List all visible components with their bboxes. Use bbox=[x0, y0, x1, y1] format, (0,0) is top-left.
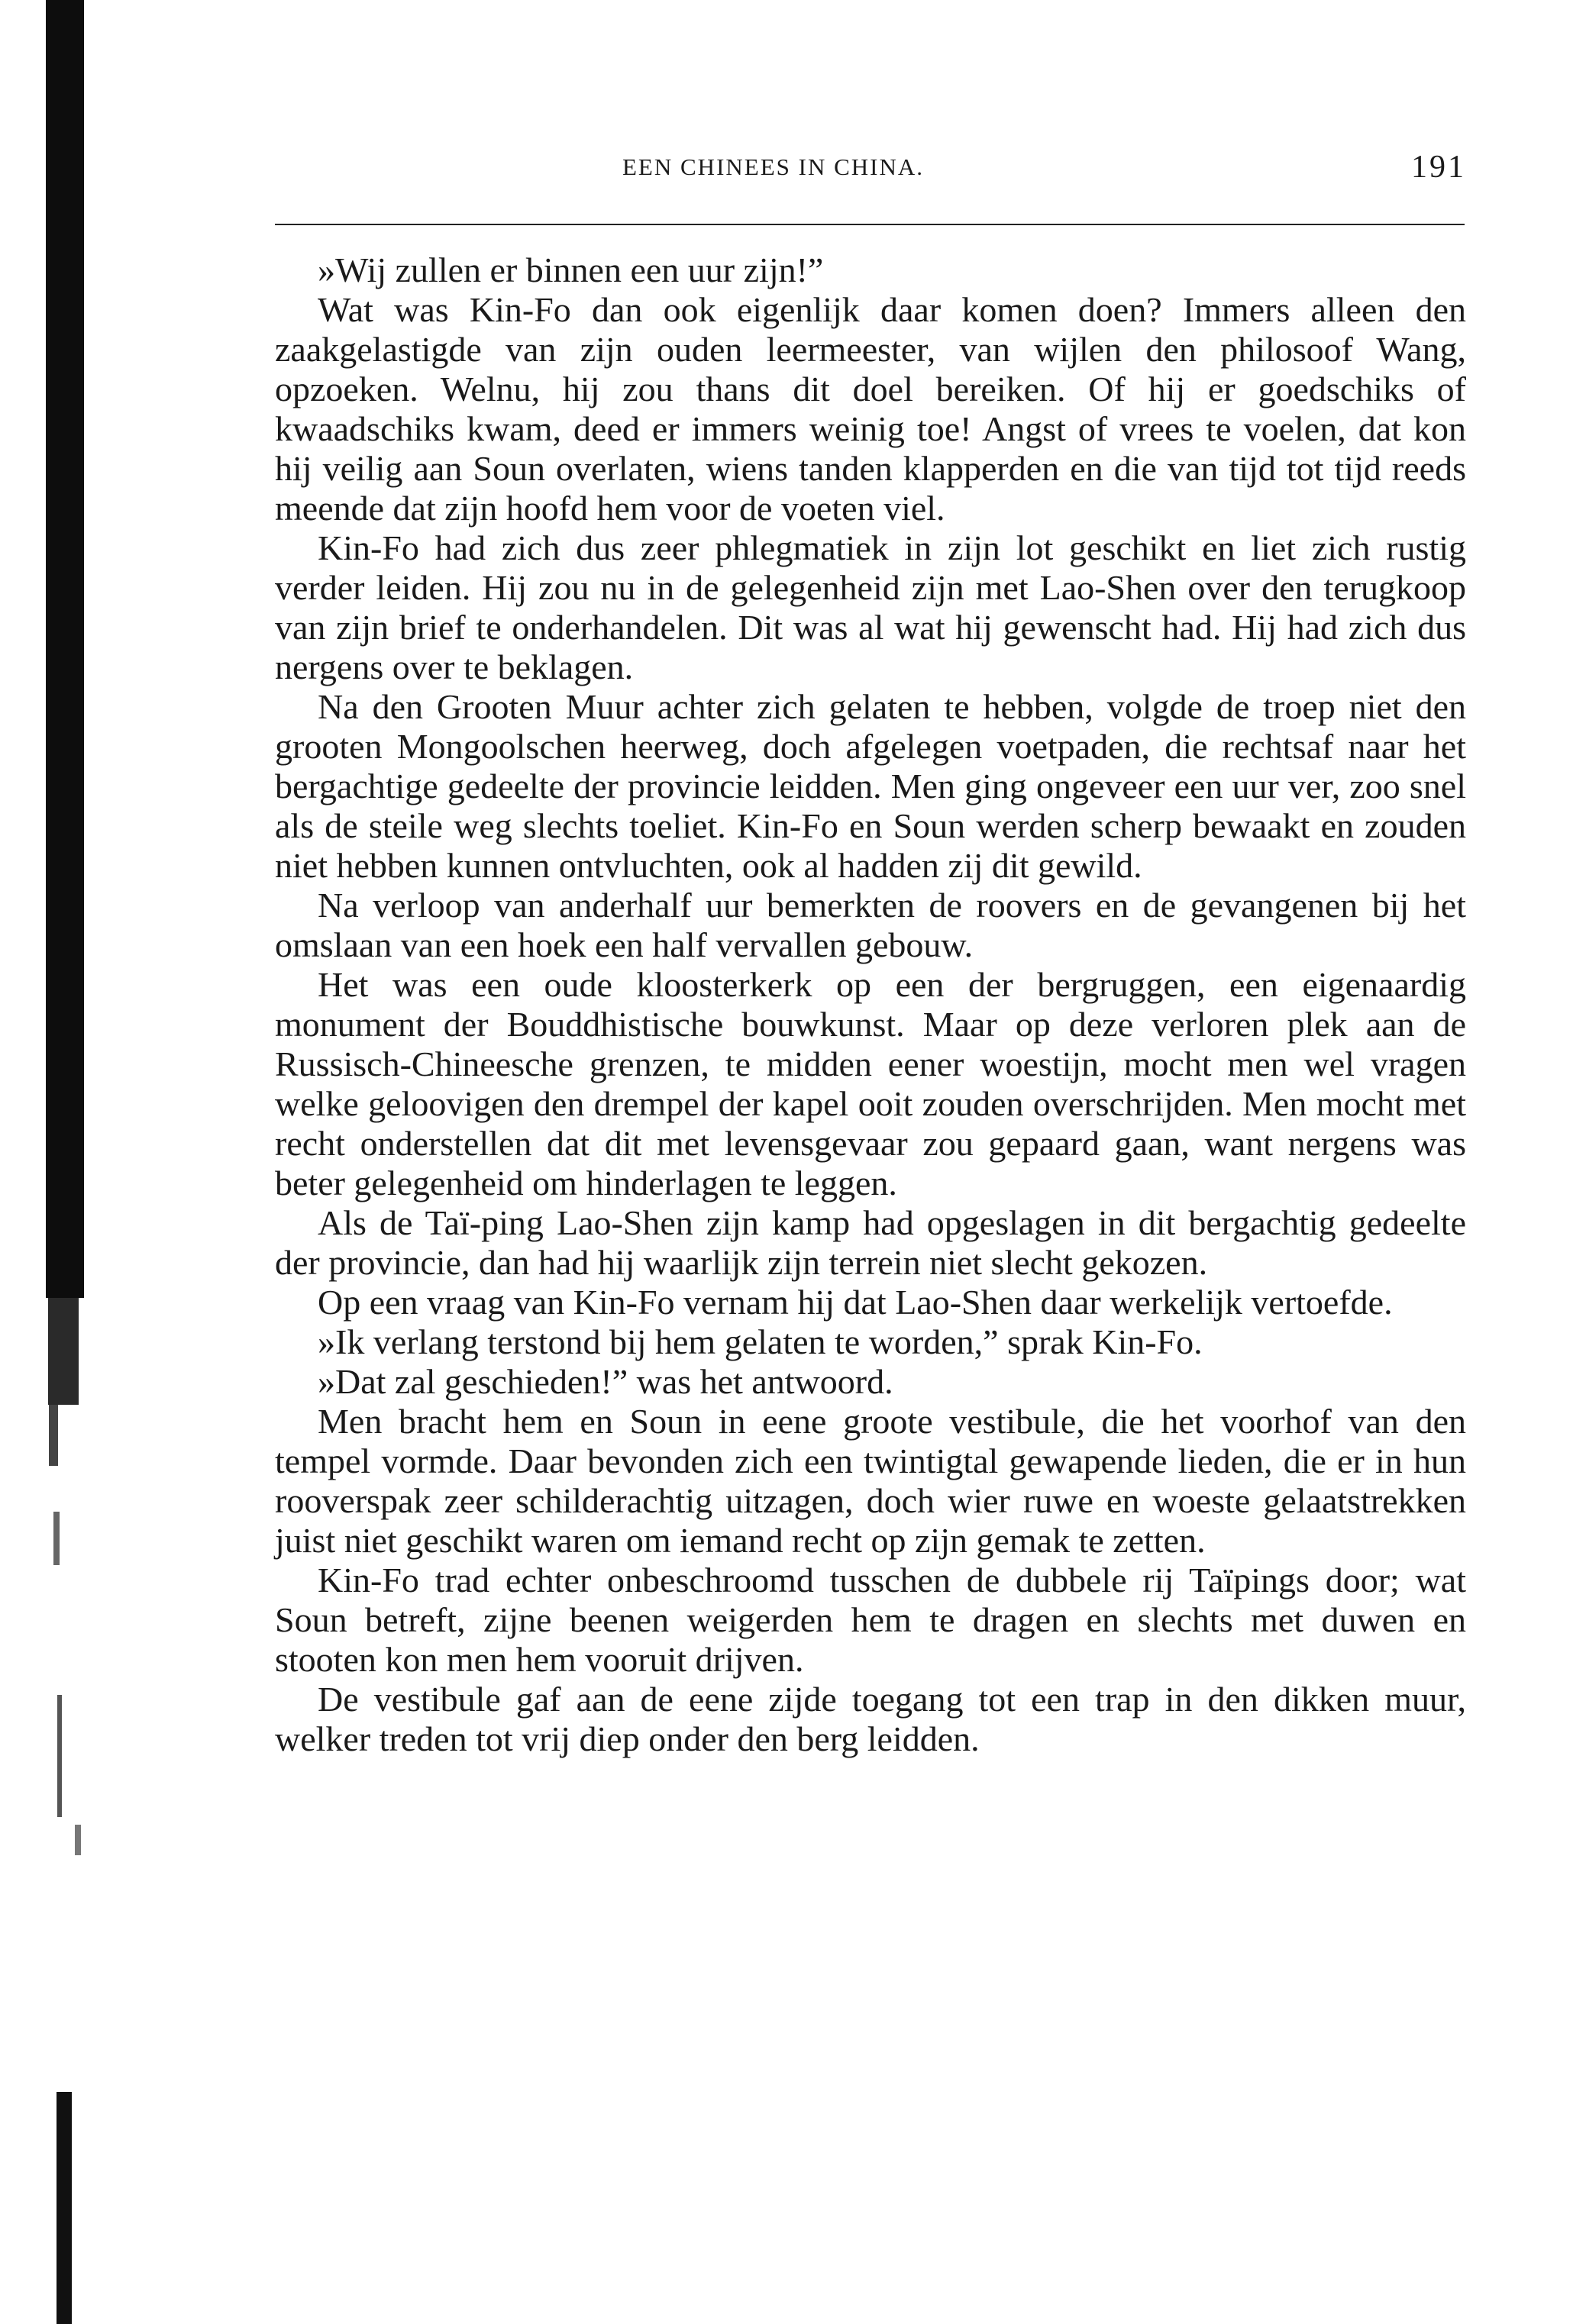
paragraph: Kin-Fo trad echter onbeschroomd tusschen de dubbele rij Taïpings door; wat Soun betreft, zijne beenen weigerden hem te dragen en slechts met duwen en stooten kon men hem vooruit drijven. bbox=[275, 1561, 1466, 1679]
body-text bbox=[275, 250, 1466, 1759]
paragraph: »Wij zullen er binnen een uur zijn!” bbox=[318, 250, 824, 289]
running-title: EEN CHINEES IN CHINA. bbox=[622, 153, 925, 180]
paragraph: Wat was Kin-Fo dan ook eigenlijk daar komen doen? Immers alleen den zaakgelastigde van zijn ouden leermeester, van wijlen den philosoof Wang, opzoeken. Welnu, hij zou thans dit doel bereiken. Of hij er goedschiks of kwaadschiks kwam, deed er immers weinig toe! Angst of vrees te voelen, dat kon hij veilig aan Soun overlaten, wiens tanden klapperden en die van tijd tot tijd reeds meende dat zijn hoofd hem voor de voeten viel. bbox=[275, 290, 1466, 528]
paragraph: De vestibule gaf aan de eene zijde toegang tot een trap in den dikken muur, welker treden tot vrij diep onder den berg leidden. bbox=[275, 1680, 1466, 1758]
paragraph: Het was een oude kloosterkerk op een der bergruggen, een eigenaardig monument der Bouddhistische bouwkunst. Maar op deze verloren plek aan de Russisch-Chineesche grenzen, te midden eener woestijn, mocht men wel vragen welke geloovigen den drempel der kapel ooit zouden overschrijden. Men mocht met recht onderstellen dat dit met levensgevaar zou gepaard gaan, want nergens was beter gelegenheid om hinderlagen te leggen. bbox=[275, 965, 1466, 1202]
paragraph: Kin-Fo had zich dus zeer phlegmatiek in zijn lot geschikt en liet zich rustig verder leiden. Hij zou nu in de gelegenheid zijn met Lao-Shen over den terugkoop van zijn brief te onderhandelen. Dit was al wat hij gewenscht had. Hij had zich dus nergens over te beklagen. bbox=[275, 528, 1466, 686]
page-number: 191 bbox=[1411, 150, 1466, 185]
paragraph: »Ik verlang terstond bij hem gelaten te worden,” sprak Kin-Fo. bbox=[318, 1322, 1203, 1361]
paragraph: Na den Grooten Muur achter zich gelaten te hebben, volgde de troep niet den grooten Mongoolschen heerweg, doch afgelegen voetpaden, die rechtsaf naar het bergachtige gedeelte der provincie leidden. Men ging ongeveer een uur ver, zoo snel als de steile weg slechts toeliet. Kin-Fo en Soun werden scherp bewaakt en zouden niet hebben kunnen ontvluchten, ook al hadden zij dit gewild. bbox=[275, 687, 1466, 885]
paragraph: Als de Taï-ping Lao-Shen zijn kamp had opgeslagen in dit bergachtig gedeelte der provincie, dan had hij waarlijk zijn terrein niet slecht gekozen. bbox=[275, 1203, 1466, 1282]
paragraph: Na verloop van anderhalf uur bemerkten de roovers en de gevangenen bij het omslaan van een hoek een half vervallen gebouw. bbox=[275, 886, 1466, 964]
header-rule bbox=[275, 224, 1465, 225]
paragraph: Op een vraag van Kin-Fo vernam hij dat Lao-Shen daar werkelijk vertoefde. bbox=[318, 1283, 1393, 1322]
page-header bbox=[275, 149, 1466, 195]
binding-gutter-shadow bbox=[0, 0, 122, 2324]
paragraph: »Dat zal geschieden!” was het antwoord. bbox=[318, 1362, 893, 1401]
paragraph: Men bracht hem en Soun in eene groote vestibule, die het voorhof van den tempel vormde. Daar bevonden zich een twintigtal gewapende lieden, die er in hun rooverspak zeer schilderachtig uitzagen, doch wier ruwe en woeste gelaatstrekken juist niet geschikt waren om iemand recht op zijn gemak te zetten. bbox=[275, 1402, 1466, 1560]
